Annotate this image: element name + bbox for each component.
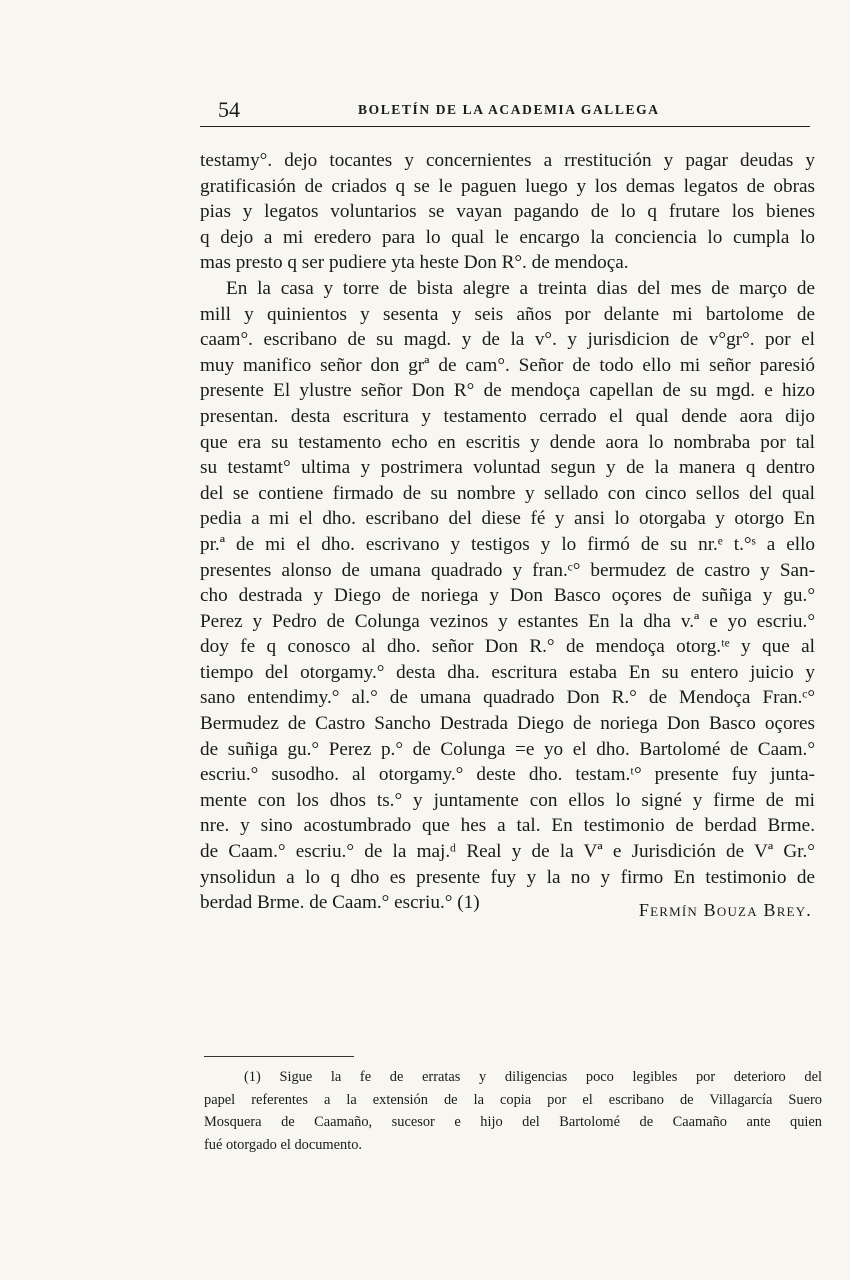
page-number: 54 bbox=[218, 97, 240, 122]
body-line: tiempo del otorgamy.° desta dha. escritura estaba En su entero juicio y bbox=[200, 661, 815, 683]
footnote-line: fué otorgado el documento. bbox=[204, 1136, 362, 1153]
body-line: presentan. desta escritura y testamento cerrado el qual dende aora dijo bbox=[200, 405, 815, 427]
body-line: de suñiga gu.° Perez p.° de Colunga =e yo el dho. Bartolomé de Caam.° bbox=[200, 738, 815, 760]
body-line: En la casa y torre de bista alegre a treinta dias del mes de marҫo de bbox=[226, 277, 815, 299]
body-line: Bermudez de Castro Sancho Destrada Diego de noriega Don Basco oçores bbox=[200, 713, 815, 735]
body-line: q dejo a mi eredero para lo qual le encargo la conciencia lo cumpla lo bbox=[200, 226, 815, 248]
body-line: cho destrada y Diego de noriega y Don Basco oçores de suñiga y gu.° bbox=[200, 585, 815, 607]
body-line: sano entendimy.° al.° de umana quadrado Don R.° de Mendoça Fran.ᶜ° bbox=[200, 687, 815, 709]
body-line: de Caam.° escriu.° de la maj.ᵈ Real y de la Vª e Jurisdición de Vª Gr.° bbox=[200, 841, 815, 863]
body-line: su testamt° ultima y postrimera voluntad segun y de la manera q dentro bbox=[200, 457, 815, 479]
body-line: que era su testamento echo en escritis y dende aora lo nombraba por tal bbox=[200, 431, 815, 453]
body-text bbox=[200, 148, 815, 916]
footnote-line: papel referentes a la extensión de la copia por el escribano de Villagarcía Suero bbox=[204, 1091, 822, 1108]
body-line: doy fe q conosco al dho. señor Don R.° de mendoça otorg.ᵗᵉ y que al bbox=[200, 636, 815, 658]
body-line: berdad Brme. de Caam.° escriu.° (1) bbox=[200, 892, 480, 914]
body-line: pr.ª de mi el dho. escrivano y testigos y lo firmó de su nr.ᵉ t.°ˢ a ello bbox=[200, 533, 815, 555]
body-line: presente El ylustre señor Don R° de mendoça capellan de su mgd. e hizo bbox=[200, 380, 815, 402]
body-line: nre. y sino acostumbrado que hes a tal. En testimonio de berdad Brme. bbox=[200, 815, 815, 837]
body-line: Perez y Pedro de Colunga vezinos y estantes En la dha v.ª e yo escriu.° bbox=[200, 610, 815, 632]
body-line: presentes alonso de umana quadrado y fran.ᶜ° bermudez de castro y San- bbox=[200, 559, 815, 581]
body-line: pedia a mi el dho. escribano del diese fé y ansi lo otorgaba y otorgo En bbox=[200, 508, 815, 530]
body-line: ynsolidun a lo q dho es presente fuy y la no y firmo En testimonio de bbox=[200, 866, 815, 888]
body-line: del se contiene firmado de su nombre y sellado con cinco sellos del qual bbox=[200, 482, 815, 504]
footnote-divider bbox=[204, 1056, 354, 1057]
body-line: mill y quinientos y sesenta y seis años por delante mi bartolome de bbox=[200, 303, 815, 325]
running-head: BOLETÍN DE LA ACADEMIA GALLEGA bbox=[358, 102, 660, 117]
body-line: mas presto q ser pudiere yta heste Don R°. de mendoça. bbox=[200, 252, 629, 274]
page-header bbox=[200, 96, 810, 127]
body-line: escriu.° susodho. al otorgamy.° deste dho. testam.ᵗ° presente fuy junta- bbox=[200, 764, 815, 786]
footnote-line: (1) Sigue la fe de erratas y diligencias poco legibles por deterioro del bbox=[244, 1069, 822, 1085]
footnote bbox=[204, 1066, 822, 1156]
author-signature: Fermín Bouza Brey. bbox=[638, 900, 812, 920]
body-line: gratificasión de criados q se le paguen luego y los demas legatos de obras bbox=[200, 175, 815, 197]
body-line: mente con los dhos ts.° y juntamente con ellos lo signé y firme de mi bbox=[200, 789, 815, 811]
body-line: muy manifico señor don grª de cam°. Señor de todo ello mi señor paresió bbox=[200, 354, 815, 376]
footnote-line: Mosquera de Caamaño, sucesor e hijo del Bartolomé de Caamaño ante quien bbox=[204, 1114, 822, 1130]
body-line: caam°. escribano de su magd. y de la v°. y jurisdicion de v°gr°. por el bbox=[200, 329, 815, 351]
body-line: testamy°. dejo tocantes y concernientes a rrestitución y pagar deudas y bbox=[200, 150, 815, 171]
body-line: pias y legatos voluntarios se vayan pagando de lo q frutare los bienes bbox=[200, 201, 815, 223]
